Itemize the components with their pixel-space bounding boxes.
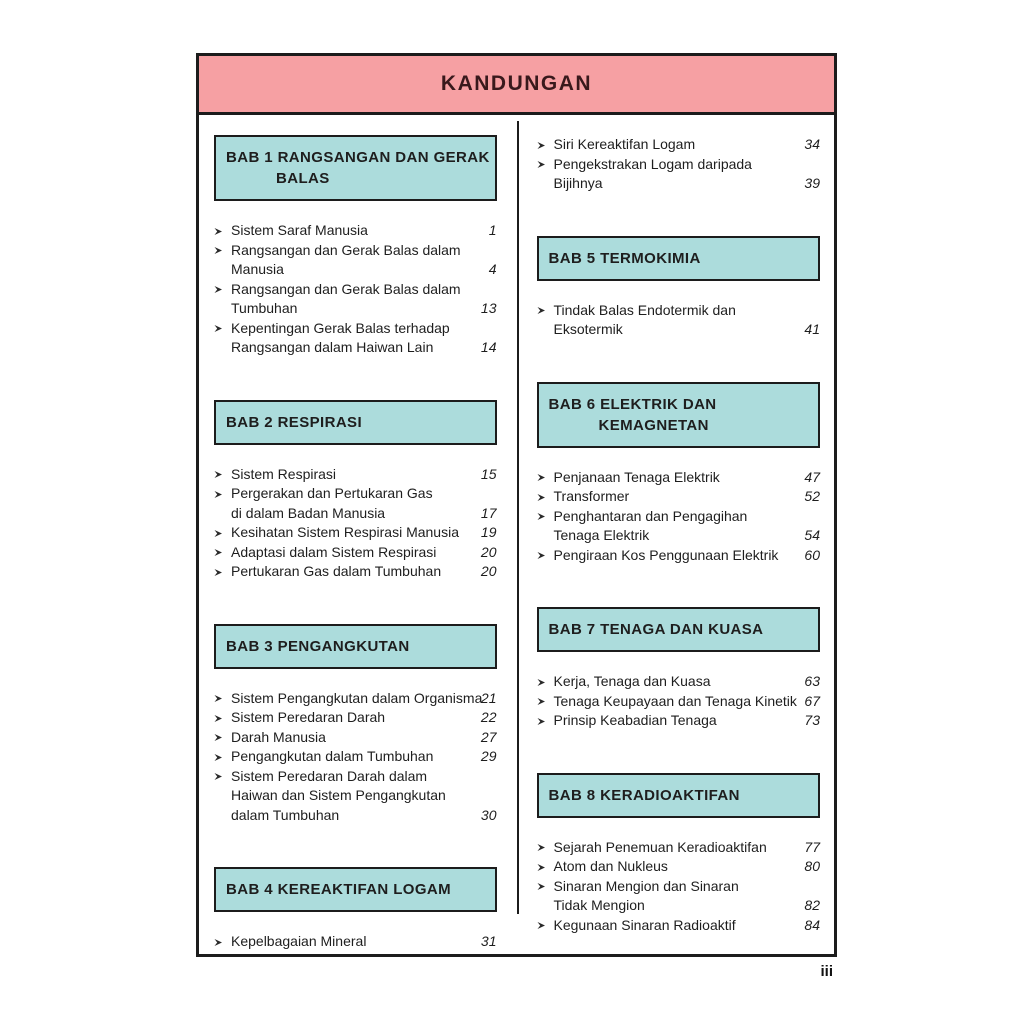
toc-entry-page: 82 <box>804 897 820 913</box>
arrowhead-right-icon <box>214 529 223 538</box>
arrowhead-right-icon <box>537 863 546 872</box>
toc-entry-page: 34 <box>804 136 820 152</box>
toc-entry <box>214 767 497 826</box>
contents-box <box>196 53 837 957</box>
arrowhead-right-icon <box>537 473 546 482</box>
toc-entry-title <box>554 838 799 858</box>
toc-entry <box>214 221 497 241</box>
toc-entry-page: 84 <box>804 916 820 933</box>
chapter-topic-list <box>214 689 497 826</box>
toc-entry-title <box>554 877 799 916</box>
toc-entry-title-line: Kesihatan Sistem Respirasi Manusia <box>231 524 459 540</box>
toc-entry-page: 67 <box>804 692 820 709</box>
toc-entry-title-line: Pengiraan Kos Penggunaan Elektrik <box>553 546 779 563</box>
arrowhead-right-icon <box>537 160 546 169</box>
arrowhead-right-icon <box>214 733 223 742</box>
arrowhead-right-icon <box>537 882 546 891</box>
toc-entry-title <box>231 465 475 485</box>
toc-entry <box>537 916 821 936</box>
right-column <box>517 115 835 954</box>
toc-entry <box>537 487 821 507</box>
toc-entry-title-line: Eksotermik <box>553 321 623 337</box>
chapter-heading <box>214 135 497 201</box>
toc-entry <box>537 301 821 340</box>
toc-entry-page: 80 <box>804 858 820 874</box>
arrowhead-right-icon <box>214 227 223 236</box>
chapter-heading-line: KEMAGNETAN <box>598 416 709 434</box>
arrowhead-right-icon <box>214 772 223 781</box>
toc-entry-title <box>231 562 475 582</box>
toc-entry-title-line: Haiwan dan Sistem Pengangkutan <box>231 787 446 803</box>
toc-entry-title-line: Sistem Pengangkutan dalam Organisma <box>231 689 483 706</box>
toc-entry-page: 52 <box>804 488 820 504</box>
toc-entry-page: 31 <box>480 933 497 949</box>
arrowhead-right-icon <box>214 714 223 723</box>
arrowhead-right-icon <box>537 306 546 315</box>
toc-entry-page: 30 <box>480 806 497 823</box>
chapter-topic-list <box>214 932 497 952</box>
toc-entry-title <box>554 487 799 507</box>
toc-entry-title-line: Penghantaran dan Pengagihan <box>553 507 748 524</box>
toc-entry-page: 22 <box>480 709 497 725</box>
toc-entry <box>537 135 821 155</box>
chapter-heading-line: BALAS <box>276 170 330 187</box>
toc-entry-title <box>231 728 475 748</box>
toc-entry-title <box>554 857 799 877</box>
toc-entry-page: 60 <box>804 546 820 563</box>
toc-entry <box>214 747 497 767</box>
chapter-topic-list <box>537 838 821 936</box>
toc-entry-title-line: di dalam Badan Manusia <box>231 504 386 521</box>
chapter-heading <box>214 624 497 669</box>
toc-entry-title <box>554 135 799 155</box>
toc-entry-title-line: Tumbuhan <box>231 300 298 316</box>
chapter-topic-list <box>537 301 821 340</box>
arrowhead-right-icon <box>537 843 546 852</box>
toc-entry-title-line: dalam Tumbuhan <box>231 806 340 823</box>
toc-entry-title <box>231 523 475 543</box>
chapter-topic-list <box>214 221 497 358</box>
toc-entry-title-line: Atom dan Nukleus <box>553 858 668 874</box>
chapter-heading-line: BAB 8 KERADIOAKTIFAN <box>548 786 740 804</box>
toc-entry-page: 19 <box>480 524 497 540</box>
chapter-heading-line: BAB 3 PENGANGKUTAN <box>226 637 410 655</box>
toc-entry-title-line: Sistem Peredaran Darah <box>231 709 386 725</box>
chapter-heading <box>537 773 821 818</box>
toc-entry <box>537 857 821 877</box>
toc-entry-page: 39 <box>804 175 820 191</box>
contents-header <box>199 56 834 115</box>
toc-entry <box>214 932 497 952</box>
toc-entry-title-line: Adaptasi dalam Sistem Respirasi <box>231 543 437 560</box>
chapter-section <box>537 607 821 731</box>
toc-entry-title-line: Transformer <box>553 488 630 504</box>
toc-entry-title-line: Pertukaran Gas dalam Tumbuhan <box>231 563 442 579</box>
toc-entry <box>214 562 497 582</box>
arrowhead-right-icon <box>214 548 223 557</box>
toc-entry-title-line: Darah Manusia <box>231 728 326 745</box>
chapter-topic-list <box>537 672 821 731</box>
toc-entry-title-line: Pengangkutan dalam Tumbuhan <box>231 748 434 764</box>
toc-entry-title-line: Penjanaan Tenaga Elektrik <box>553 468 720 485</box>
toc-entry-title-line: Tidak Mengion <box>553 897 645 913</box>
toc-entry <box>214 708 497 728</box>
toc-entry-title-line: Tenaga Keupayaan dan Tenaga Kinetik <box>553 692 797 709</box>
toc-entry-title <box>554 301 799 340</box>
toc-entry-page: 20 <box>480 563 497 579</box>
chapter-heading <box>537 382 821 448</box>
arrowhead-right-icon <box>537 551 546 560</box>
toc-entry-title <box>231 484 475 523</box>
chapter-topic-list <box>537 468 821 566</box>
toc-entry <box>537 838 821 858</box>
chapter-section <box>537 135 821 194</box>
toc-entry-title <box>231 319 475 358</box>
toc-entry-title <box>231 767 475 826</box>
toc-entry-title <box>554 507 799 546</box>
chapter-section <box>214 135 497 358</box>
toc-entry-title-line: Siri Kereaktifan Logam <box>553 136 696 152</box>
chapter-section <box>214 867 497 952</box>
toc-entry-title-line: Sistem Respirasi <box>231 465 337 482</box>
toc-entry-title-line: Bijihnya <box>553 175 603 191</box>
toc-entry-title <box>231 747 475 767</box>
arrowhead-right-icon <box>537 697 546 706</box>
toc-entry <box>537 155 821 194</box>
toc-entry-title <box>554 692 799 712</box>
toc-entry-title-line: Rangsangan dan Gerak Balas dalam <box>231 280 461 297</box>
toc-entry-page: 13 <box>480 300 497 316</box>
toc-entry-title-line: Sistem Peredaran Darah dalam <box>231 767 428 784</box>
toc-entry <box>214 241 497 280</box>
toc-entry-page: 17 <box>480 504 497 521</box>
toc-entry-title-line: Rangsangan dan Gerak Balas dalam <box>231 241 461 258</box>
chapter-heading <box>537 236 821 281</box>
toc-entry-page: 47 <box>804 468 820 485</box>
toc-entry-title-line: Kerja, Tenaga dan Kuasa <box>553 673 711 689</box>
arrowhead-right-icon <box>214 938 223 947</box>
toc-entry-title-line: Tenaga Elektrik <box>553 527 650 543</box>
page-number: iii <box>820 963 833 980</box>
chapter-section <box>537 382 821 566</box>
toc-entry-title <box>231 241 483 280</box>
toc-entry-title <box>231 708 475 728</box>
toc-entry-title-line: Kepelbagaian Mineral <box>231 933 367 949</box>
toc-entry-page: 4 <box>488 261 497 277</box>
toc-entry <box>214 523 497 543</box>
toc-entry-title-line: Kegunaan Sinaran Radioaktif <box>553 916 736 933</box>
toc-entry-title <box>554 711 799 731</box>
arrowhead-right-icon <box>537 717 546 726</box>
arrowhead-right-icon <box>214 490 223 499</box>
arrowhead-right-icon <box>537 921 546 930</box>
toc-entry-title <box>231 280 475 319</box>
arrowhead-right-icon <box>214 568 223 577</box>
chapter-heading-line: BAB 6 ELEKTRIK DAN <box>548 395 717 413</box>
toc-entry-title <box>231 543 475 563</box>
chapter-heading <box>214 400 497 445</box>
toc-entry <box>214 728 497 748</box>
toc-entry <box>214 543 497 563</box>
toc-entry-title-line: Sejarah Penemuan Keradioaktifan <box>553 838 767 855</box>
toc-entry-title <box>554 155 799 194</box>
toc-entry <box>537 877 821 916</box>
toc-entry-title-line: Prinsip Keabadian Tenaga <box>553 712 717 728</box>
arrowhead-right-icon <box>214 470 223 479</box>
arrowhead-right-icon <box>214 246 223 255</box>
toc-entry-title <box>231 221 483 241</box>
toc-entry <box>537 672 821 692</box>
toc-entry-page: 63 <box>804 673 820 689</box>
toc-entry-title-line: Rangsangan dalam Haiwan Lain <box>231 339 434 355</box>
toc-entry <box>537 692 821 712</box>
chapter-heading-line: BAB 5 TERMOKIMIA <box>548 249 701 267</box>
toc-entry-title <box>554 916 799 936</box>
arrowhead-right-icon <box>214 753 223 762</box>
page-title: KANDUNGAN <box>440 72 593 95</box>
arrowhead-right-icon <box>537 141 546 150</box>
toc-entry-title <box>554 672 799 692</box>
toc-entry-page: 29 <box>480 748 497 764</box>
toc-entry <box>537 711 821 731</box>
toc-entry <box>214 689 497 709</box>
toc-entry-page: 73 <box>804 712 820 728</box>
chapter-topic-list <box>214 465 497 582</box>
chapter-heading-line: BAB 1 RANGSANGAN DAN GERAK <box>226 149 490 166</box>
toc-entry-title-line: Sistem Saraf Manusia <box>231 222 368 238</box>
toc-entry <box>214 465 497 485</box>
toc-entry-page: 14 <box>480 339 497 355</box>
arrowhead-right-icon <box>537 493 546 502</box>
chapter-section <box>214 400 497 582</box>
toc-entry-title <box>231 689 483 709</box>
toc-entry-page: 77 <box>804 838 820 855</box>
toc-entry-page: 1 <box>488 222 497 238</box>
chapter-heading-line: BAB 2 RESPIRASI <box>226 413 363 431</box>
chapter-heading <box>537 607 821 652</box>
toc-entry <box>214 319 497 358</box>
toc-entry-title-line: Sinaran Mengion dan Sinaran <box>553 877 739 894</box>
chapter-section <box>214 624 497 826</box>
toc-entry-title <box>554 546 799 566</box>
toc-entry <box>214 484 497 523</box>
arrowhead-right-icon <box>537 512 546 521</box>
chapter-heading <box>214 867 497 912</box>
chapter-heading-line: BAB 7 TENAGA DAN KUASA <box>548 621 764 638</box>
toc-entry-title-line: Pengekstrakan Logam daripada <box>553 155 752 172</box>
toc-entry-page: 15 <box>480 465 497 482</box>
toc-entry-page: 27 <box>480 728 497 745</box>
left-column <box>199 115 517 954</box>
arrowhead-right-icon <box>214 285 223 294</box>
toc-entry <box>537 546 821 566</box>
arrowhead-right-icon <box>214 324 223 333</box>
toc-entry-title-line: Kepentingan Gerak Balas terhadap <box>231 319 450 336</box>
chapter-section <box>537 236 821 340</box>
contents-body <box>199 115 834 954</box>
chapter-section <box>537 773 821 936</box>
toc-entry-page: 41 <box>804 321 820 337</box>
chapter-topic-list <box>537 135 821 194</box>
toc-entry <box>537 468 821 488</box>
toc-entry <box>214 280 497 319</box>
arrowhead-right-icon <box>214 694 223 703</box>
toc-entry-title-line: Manusia <box>231 261 284 277</box>
column-divider <box>517 121 519 914</box>
toc-entry <box>537 507 821 546</box>
arrowhead-right-icon <box>537 678 546 687</box>
toc-entry-title <box>554 468 799 488</box>
toc-entry-title <box>231 932 475 952</box>
toc-entry-page: 21 <box>480 689 497 706</box>
chapter-heading-line: BAB 4 KEREAKTIFAN LOGAM <box>226 881 452 898</box>
toc-entry-page: 20 <box>480 543 497 560</box>
toc-entry-page: 54 <box>804 527 820 543</box>
toc-entry-title-line: Pergerakan dan Pertukaran Gas <box>231 485 433 501</box>
toc-entry-title-line: Tindak Balas Endotermik dan <box>553 301 736 318</box>
